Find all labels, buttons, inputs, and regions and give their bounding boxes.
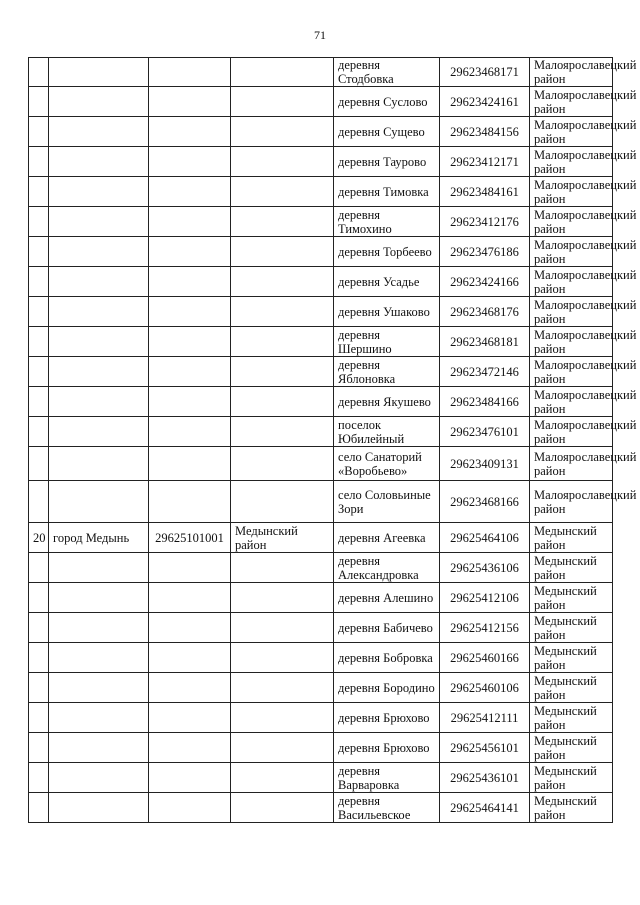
table-row: [29, 58, 613, 87]
cell-region: [231, 583, 334, 613]
cell-row-number: [29, 58, 49, 87]
cell-settlement: деревня Варваровка: [334, 763, 440, 793]
cell-municipality: [49, 117, 149, 147]
cell-region: [231, 643, 334, 673]
cell-district: Малоярославецкий район: [530, 117, 613, 147]
table-row: [29, 267, 613, 297]
cell-row-number: [29, 207, 49, 237]
cell-row-number: 20: [29, 523, 49, 553]
cell-settlement-code: 29623468181: [440, 327, 530, 357]
cell-oktmo-code: [149, 703, 231, 733]
cell-settlement-code: 29623468166: [440, 481, 530, 523]
cell-settlement: деревня Васильевское: [334, 793, 440, 823]
cell-municipality: [49, 387, 149, 417]
cell-row-number: [29, 147, 49, 177]
cell-district: Малоярославецкий район: [530, 207, 613, 237]
cell-region: [231, 447, 334, 481]
cell-municipality: [49, 673, 149, 703]
cell-settlement-code: 29623424161: [440, 87, 530, 117]
table-row: [29, 613, 613, 643]
cell-settlement-code: 29625460166: [440, 643, 530, 673]
cell-oktmo-code: [149, 733, 231, 763]
cell-row-number: [29, 237, 49, 267]
cell-region: [231, 417, 334, 447]
cell-oktmo-code: [149, 793, 231, 823]
cell-district: Малоярославецкий район: [530, 267, 613, 297]
cell-region: [231, 793, 334, 823]
cell-row-number: [29, 733, 49, 763]
cell-settlement-code: 29625436106: [440, 553, 530, 583]
cell-settlement: деревня Агеевка: [334, 523, 440, 553]
cell-district: Малоярославецкий район: [530, 58, 613, 87]
cell-settlement-code: 29623412171: [440, 147, 530, 177]
cell-settlement-code: 29623412176: [440, 207, 530, 237]
cell-row-number: [29, 267, 49, 297]
cell-oktmo-code: [149, 553, 231, 583]
table-row: [29, 643, 613, 673]
cell-row-number: [29, 643, 49, 673]
cell-oktmo-code: [149, 207, 231, 237]
cell-settlement-code: 29623409131: [440, 447, 530, 481]
cell-settlement: поселок Юбилейный: [334, 417, 440, 447]
cell-settlement-code: 29623484161: [440, 177, 530, 207]
cell-oktmo-code: [149, 177, 231, 207]
cell-settlement: деревня Александровка: [334, 553, 440, 583]
cell-district: Медынский район: [530, 673, 613, 703]
cell-region: [231, 613, 334, 643]
cell-municipality: [49, 613, 149, 643]
cell-municipality: [49, 733, 149, 763]
cell-district: Малоярославецкий район: [530, 417, 613, 447]
cell-row-number: [29, 673, 49, 703]
cell-settlement-code: 29625436101: [440, 763, 530, 793]
table-row: [29, 387, 613, 417]
cell-district: Малоярославецкий район: [530, 147, 613, 177]
cell-region: [231, 733, 334, 763]
cell-settlement: деревня Яблоновка: [334, 357, 440, 387]
cell-region: [231, 673, 334, 703]
cell-row-number: [29, 703, 49, 733]
cell-municipality: город Медынь: [49, 523, 149, 553]
cell-settlement: деревня Сущево: [334, 117, 440, 147]
cell-settlement-code: 29625412106: [440, 583, 530, 613]
table-row: [29, 793, 613, 823]
cell-municipality: [49, 147, 149, 177]
cell-municipality: [49, 793, 149, 823]
cell-oktmo-code: [149, 643, 231, 673]
table-row: [29, 703, 613, 733]
cell-row-number: [29, 763, 49, 793]
cell-region: [231, 147, 334, 177]
cell-oktmo-code: [149, 327, 231, 357]
table-row: [29, 357, 613, 387]
cell-district: Медынский район: [530, 583, 613, 613]
cell-oktmo-code: [149, 387, 231, 417]
cell-settlement-code: 29623424166: [440, 267, 530, 297]
cell-row-number: [29, 297, 49, 327]
table-row: [29, 147, 613, 177]
cell-region: Медынский район: [231, 523, 334, 553]
cell-municipality: [49, 703, 149, 733]
cell-settlement: деревня Бородино: [334, 673, 440, 703]
cell-district: Медынский район: [530, 793, 613, 823]
cell-settlement-code: 29623476101: [440, 417, 530, 447]
cell-settlement-code: 29625456101: [440, 733, 530, 763]
cell-oktmo-code: [149, 447, 231, 481]
cell-district: Медынский район: [530, 613, 613, 643]
cell-region: [231, 763, 334, 793]
table-row: [29, 327, 613, 357]
cell-settlement: деревня Усадье: [334, 267, 440, 297]
cell-settlement-code: 29625412156: [440, 613, 530, 643]
cell-settlement: деревня Торбеево: [334, 237, 440, 267]
cell-municipality: [49, 327, 149, 357]
cell-municipality: [49, 583, 149, 613]
cell-municipality: [49, 267, 149, 297]
cell-region: [231, 117, 334, 147]
cell-region: [231, 387, 334, 417]
cell-settlement-code: 29623484166: [440, 387, 530, 417]
table-row: [29, 481, 613, 523]
cell-district: Медынский район: [530, 553, 613, 583]
cell-region: [231, 327, 334, 357]
cell-settlement: деревня Тимовка: [334, 177, 440, 207]
cell-row-number: [29, 613, 49, 643]
cell-region: [231, 481, 334, 523]
cell-region: [231, 177, 334, 207]
table-row: [29, 87, 613, 117]
cell-settlement: деревня Тимохино: [334, 207, 440, 237]
cell-district: Малоярославецкий район: [530, 297, 613, 327]
table-row: [29, 207, 613, 237]
cell-row-number: [29, 117, 49, 147]
cell-municipality: [49, 87, 149, 117]
cell-district: Малоярославецкий район: [530, 237, 613, 267]
cell-district: Медынский район: [530, 733, 613, 763]
table-row: [29, 417, 613, 447]
cell-oktmo-code: [149, 613, 231, 643]
cell-oktmo-code: [149, 297, 231, 327]
table-row: [29, 447, 613, 481]
cell-settlement-code: 29625464141: [440, 793, 530, 823]
cell-municipality: [49, 447, 149, 481]
cell-region: [231, 207, 334, 237]
cell-region: [231, 87, 334, 117]
cell-settlement: село Соловьиные Зори: [334, 481, 440, 523]
cell-district: Медынский район: [530, 703, 613, 733]
cell-settlement-code: 29623484156: [440, 117, 530, 147]
cell-region: [231, 357, 334, 387]
cell-municipality: [49, 207, 149, 237]
cell-row-number: [29, 793, 49, 823]
cell-settlement-code: 29625460106: [440, 673, 530, 703]
cell-municipality: [49, 417, 149, 447]
cell-region: [231, 553, 334, 583]
cell-row-number: [29, 177, 49, 207]
table-row: [29, 673, 613, 703]
table-row: [29, 763, 613, 793]
cell-district: Медынский район: [530, 523, 613, 553]
cell-oktmo-code: [149, 237, 231, 267]
cell-settlement: деревня Брюхово: [334, 733, 440, 763]
cell-oktmo-code: [149, 481, 231, 523]
cell-settlement: деревня Алешино: [334, 583, 440, 613]
cell-region: [231, 58, 334, 87]
cell-row-number: [29, 357, 49, 387]
cell-settlement: село Санаторий «Воробьево»: [334, 447, 440, 481]
cell-municipality: [49, 481, 149, 523]
cell-row-number: [29, 583, 49, 613]
cell-region: [231, 267, 334, 297]
cell-oktmo-code: [149, 583, 231, 613]
cell-oktmo-code: [149, 763, 231, 793]
cell-row-number: [29, 481, 49, 523]
cell-region: [231, 703, 334, 733]
page-number: 71: [314, 28, 326, 42]
table-row: [29, 553, 613, 583]
cell-oktmo-code: [149, 117, 231, 147]
cell-oktmo-code: 29625101001: [149, 523, 231, 553]
cell-municipality: [49, 763, 149, 793]
cell-region: [231, 297, 334, 327]
cell-settlement: деревня Бабичево: [334, 613, 440, 643]
cell-municipality: [49, 237, 149, 267]
table-row: [29, 523, 613, 553]
cell-district: Малоярославецкий район: [530, 447, 613, 481]
table-row: [29, 583, 613, 613]
cell-settlement: деревня Бобровка: [334, 643, 440, 673]
cell-settlement: деревня Таурово: [334, 147, 440, 177]
cell-settlement: деревня Ушаково: [334, 297, 440, 327]
cell-oktmo-code: [149, 357, 231, 387]
cell-settlement: деревня Шершино: [334, 327, 440, 357]
cell-row-number: [29, 87, 49, 117]
cell-settlement-code: 29623468176: [440, 297, 530, 327]
cell-oktmo-code: [149, 147, 231, 177]
cell-municipality: [49, 297, 149, 327]
cell-oktmo-code: [149, 58, 231, 87]
cell-municipality: [49, 643, 149, 673]
cell-municipality: [49, 553, 149, 583]
cell-settlement-code: 29623468171: [440, 58, 530, 87]
cell-oktmo-code: [149, 87, 231, 117]
cell-settlement-code: 29623472146: [440, 357, 530, 387]
cell-row-number: [29, 327, 49, 357]
cell-settlement: деревня Якушево: [334, 387, 440, 417]
cell-district: Медынский район: [530, 643, 613, 673]
cell-oktmo-code: [149, 673, 231, 703]
table-row: [29, 117, 613, 147]
cell-oktmo-code: [149, 417, 231, 447]
cell-region: [231, 237, 334, 267]
cell-row-number: [29, 553, 49, 583]
cell-district: Малоярославецкий район: [530, 357, 613, 387]
cell-district: Малоярославецкий район: [530, 327, 613, 357]
cell-settlement-code: 29625464106: [440, 523, 530, 553]
cell-district: Малоярославецкий район: [530, 481, 613, 523]
cell-row-number: [29, 387, 49, 417]
cell-oktmo-code: [149, 267, 231, 297]
cell-district: Малоярославецкий район: [530, 177, 613, 207]
cell-settlement-code: 29625412111: [440, 703, 530, 733]
cell-settlement-code: 29623476186: [440, 237, 530, 267]
cell-district: Малоярославецкий район: [530, 387, 613, 417]
cell-row-number: [29, 417, 49, 447]
cell-settlement: деревня Брюхово: [334, 703, 440, 733]
table-row: [29, 733, 613, 763]
table-row: [29, 237, 613, 267]
table-row: [29, 177, 613, 207]
cell-municipality: [49, 177, 149, 207]
cell-settlement: деревня Стодбовка: [334, 58, 440, 87]
cell-municipality: [49, 357, 149, 387]
cell-municipality: [49, 58, 149, 87]
cell-district: Малоярославецкий район: [530, 87, 613, 117]
cell-row-number: [29, 447, 49, 481]
settlement-registry-table: [28, 57, 637, 823]
table-row: [29, 297, 613, 327]
cell-settlement: деревня Суслово: [334, 87, 440, 117]
cell-district: Медынский район: [530, 763, 613, 793]
